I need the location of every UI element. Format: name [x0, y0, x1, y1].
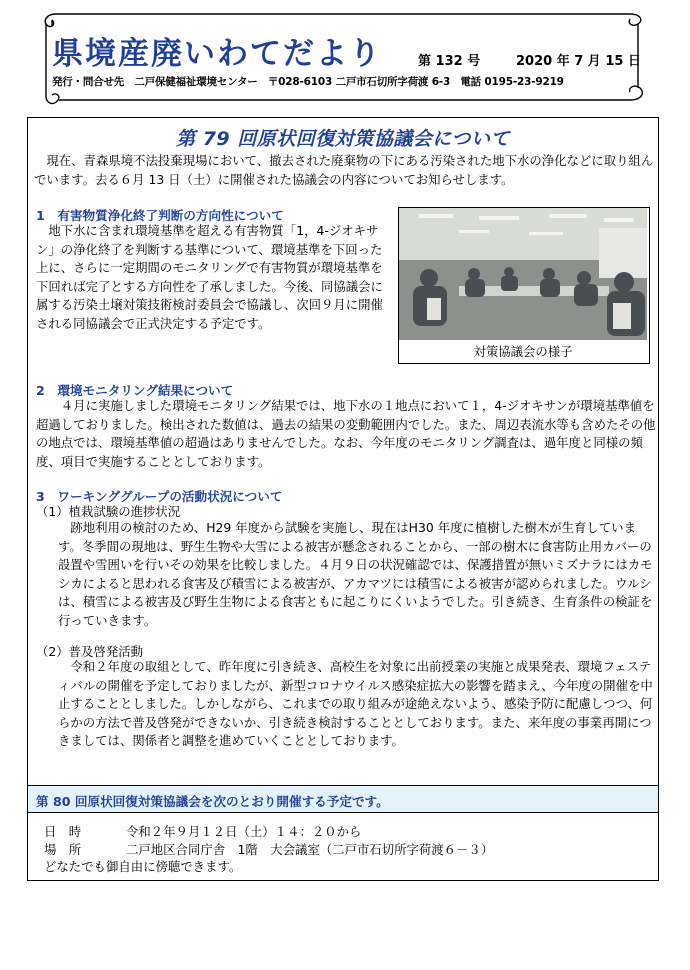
issue-number: 第 132 号: [418, 54, 481, 69]
photo-caption: 対策協議会の様子: [473, 344, 573, 359]
meeting-photo: [399, 208, 647, 340]
masthead-title: 県境産廃いわてだより: [52, 36, 382, 72]
datetime-label: 日 時: [44, 824, 82, 839]
notice-note: どなたでも御自由に傍聴できます。: [44, 859, 242, 874]
publisher-info: 発行・問合せ先 二戸保健福祉環境センター 〒028-6103 二戸市石切所字荷渡 6-3 電話 0195-23-9219: [52, 76, 564, 88]
notice-title: 第 80 回原状回復対策協議会を次のとおり開催する予定です。: [36, 794, 389, 809]
datetime-value: 令和２年９月１２日（土）１４：２０から: [126, 824, 362, 839]
section3-part1-heading: （1）植栽試験の進捗状況: [36, 504, 181, 519]
section2-heading: 2 環境モニタリング結果について: [36, 383, 234, 398]
section3-part2-body: 令和２年度の取組として、昨年度に引き続き、高校生を対象に出前授業の実施と成果発表、環境フェスティバルの開催を予定しておりましたが、新型コロナウイルス感染症拡大の影響を踏まえ、今年度の開催を中止することとしました。しかしながら、これまでの取り組みが途絶えないよう、感染予防に配慮しつつ、何らかの方法で普及啓発ができないか、引き続き検討することとしております。また、来年度の事業再開につきましては、関係者と調整を進めていくこととしております。: [58, 659, 653, 749]
article-title: 第 79 回原状回復対策協議会について: [176, 128, 510, 150]
section3-part1-body: 跡地利用の検討のため、H29 年度から試験を実施し、現在はH30 年度に植樹した樹木が生育しています。冬季間の現地は、野生生物や大雪による被害が懸念されることから、一部の樹木に食害防止用カバーの設置や雪囲いを行いその効果を比較しました。４月９日の状況確認では、保護措置が無いミズナラにはカモシカによると思われる食害及び積雪による被害が、アカマツには積雪による被害が認められました。ウルシは、積雪による被害及び野生生物による食害ともに起こりにくいようでした。引き続き、生育条件の検証を行っていきます。: [58, 520, 653, 628]
section1-heading: 1 有害物質浄化終了判断の方向性について: [36, 208, 284, 223]
place-label: 場 所: [44, 842, 82, 857]
section2-body: ４月に実施しました環境モニタリング結果では、地下水の１地点において１，4-ジオキサンが環境基準値を超過しておりました。検出された数値は、過去の結果の変動範囲内でした。また、周辺表流水等も含めたその他の地点では、環境基準値の超過はありませんでした。なお、今年度のモニタリング調査は、過年度と同様の頻度、項目で実施することとしております。: [36, 398, 656, 469]
section3-heading: 3 ワーキンググループの活動状況について: [36, 489, 283, 504]
section1-body: 地下水に含まれ環境基準を超える有害物質「1，4-ジオキサン」の浄化終了を判断する基準について、環境基準を下回った上に、さらに一定期間のモニタリングで有害物質が環境基準を下回れば完了とする方向性を了承しました。今後、同協議会に属する汚染土壌対策技術検討委員会で協議し、次回９月に開催される同協議会で正式決定する予定です。: [36, 223, 383, 331]
issue-date: 2020 年 7 月 15 日: [516, 54, 641, 69]
place-value: 二戸地区合同庁舎 1階 大会議室（二戸市石切所字荷渡６－３）: [126, 842, 494, 857]
section3-part2-heading: （2）普及啓発活動: [36, 644, 144, 659]
intro-paragraph: 現在、青森県境不法投棄現場において、撤去された廃棄物の下にある汚染された地下水の浄化などに取り組んでいます。去る６月 13 日（土）に開催された協議会の内容についてお知らせします。: [34, 153, 654, 187]
